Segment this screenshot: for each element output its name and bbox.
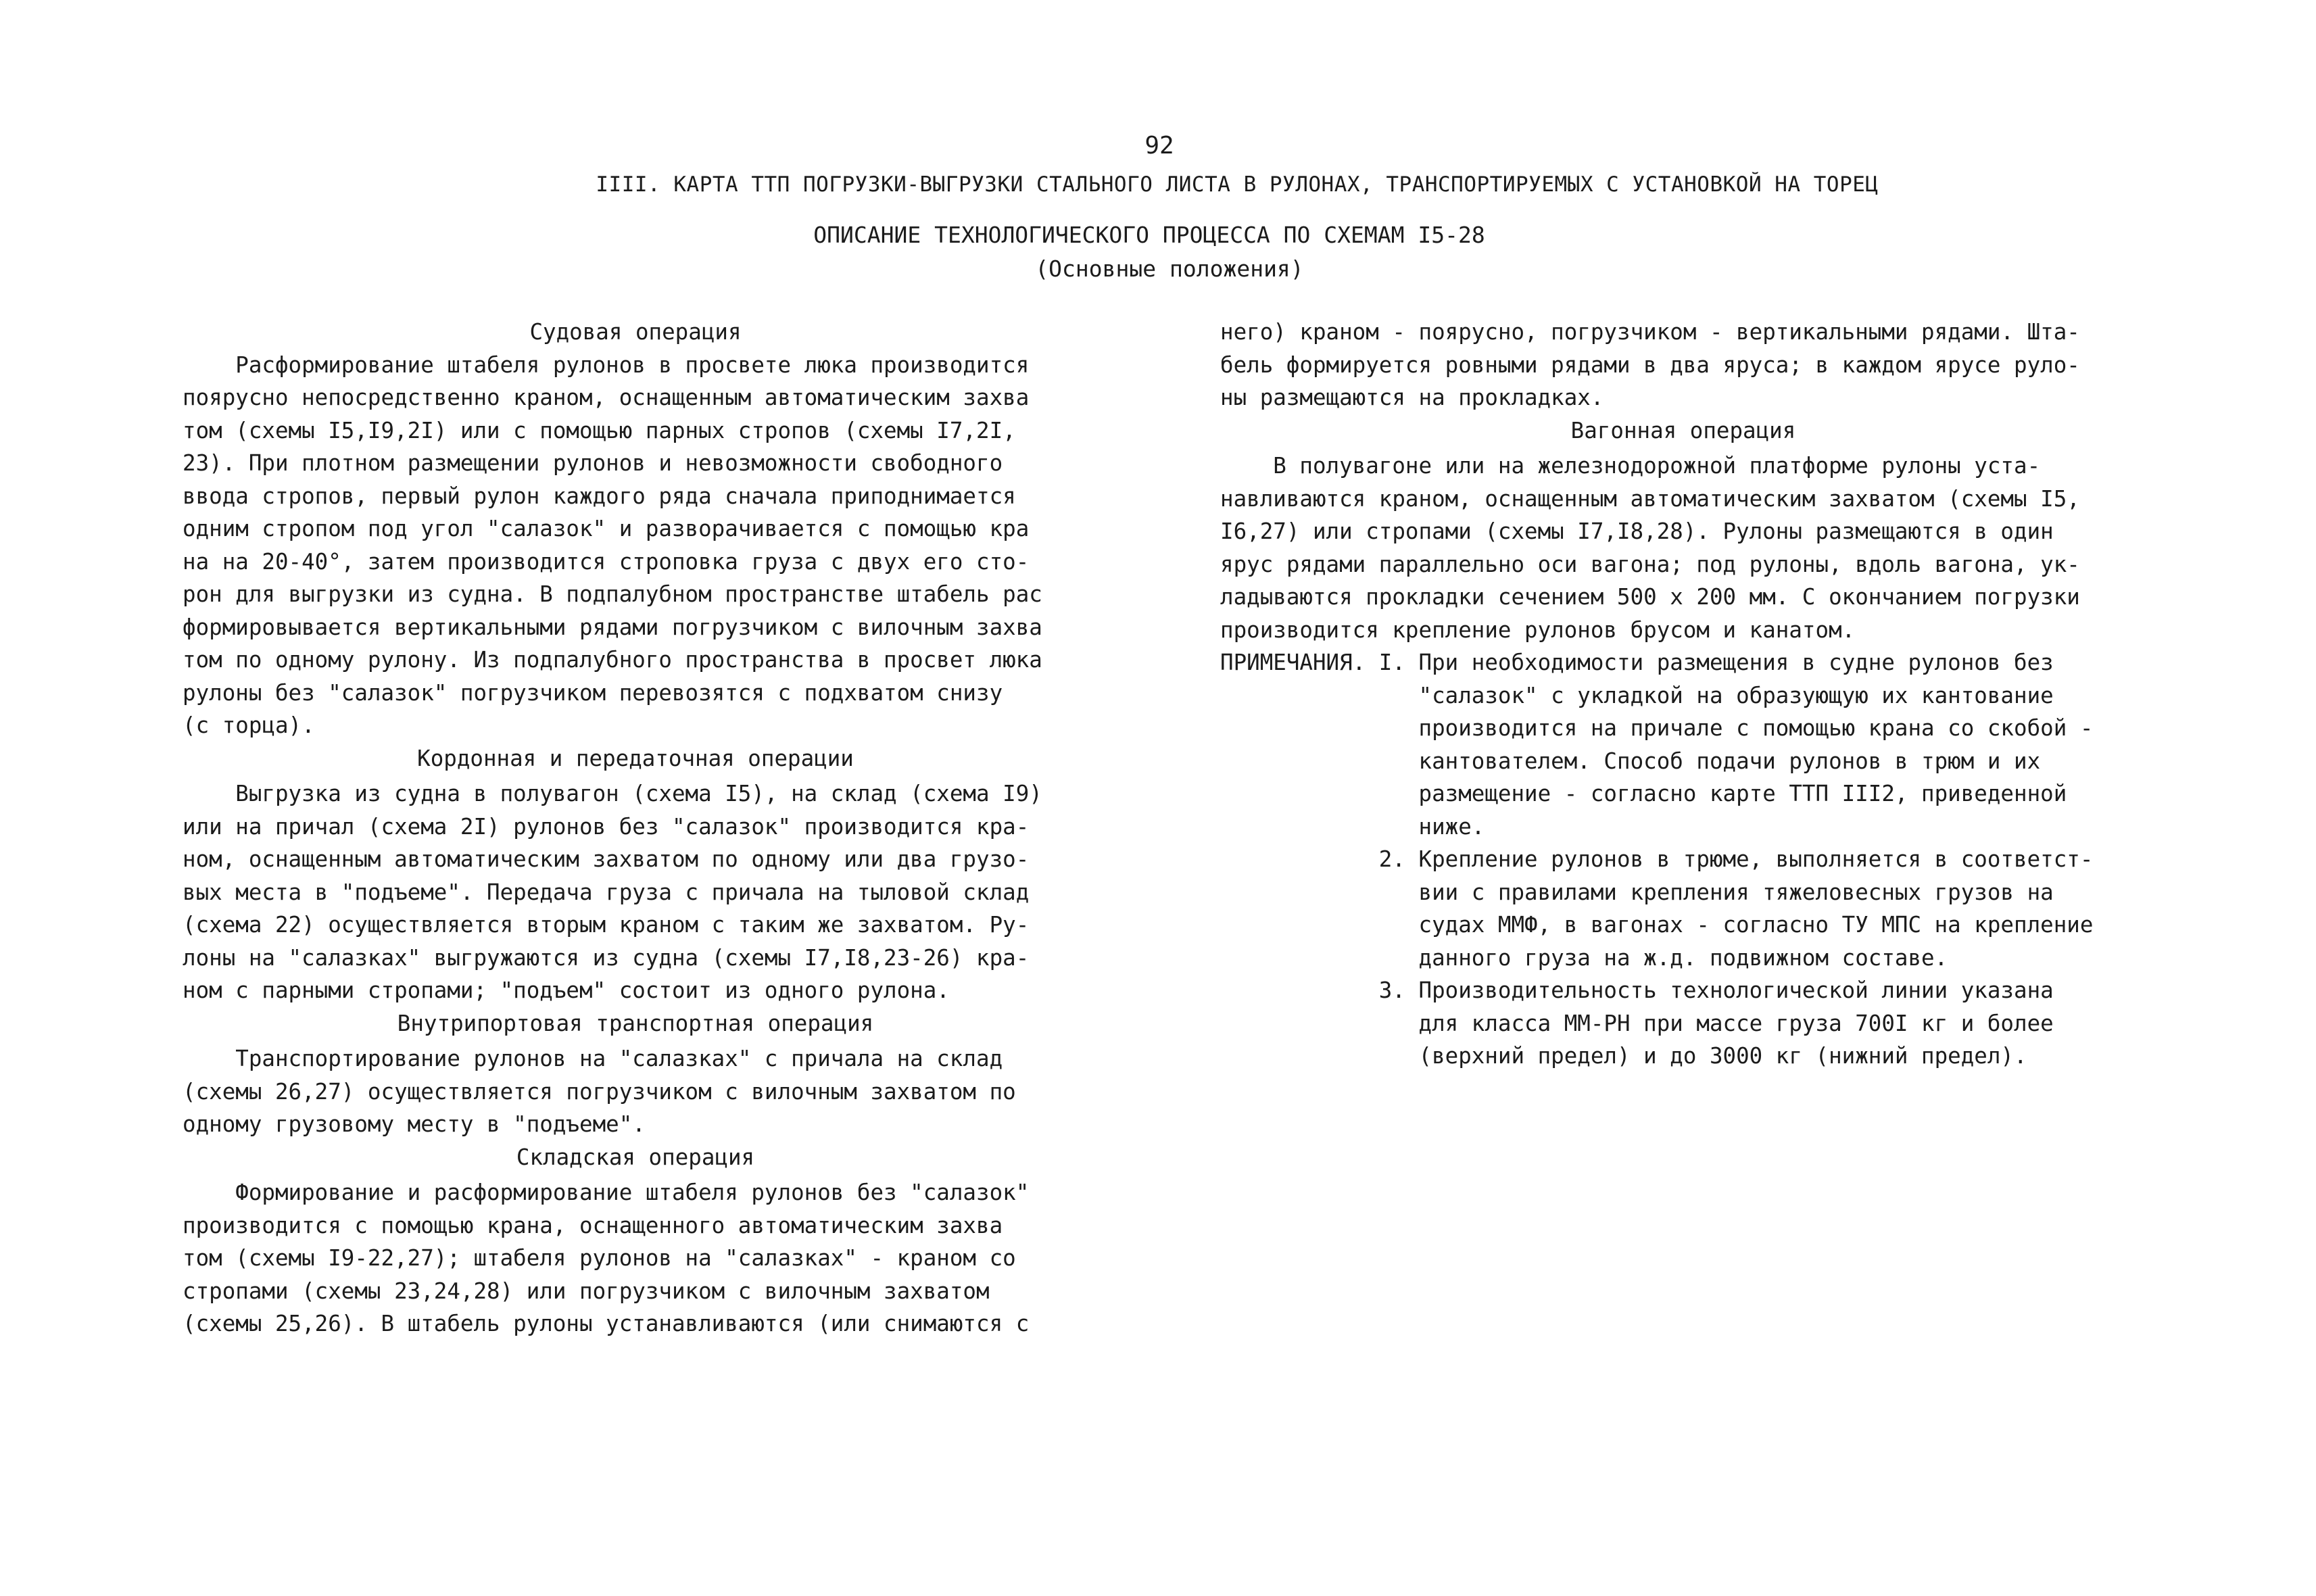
- paragraph-cordon: [183, 777, 1115, 1007]
- document-title: IIII. КАРТА ТТП ПОГРУЗКИ-ВЫГРУЗКИ СТАЛЬНОГО ЛИСТА В РУЛОНАХ, ТРАНСПОРТИРУЕМЫХ С УСТАНОВКОЙ НА ТОРЕЦ: [596, 172, 1879, 197]
- text-line: производится с помощью крана, оснащенного автоматическим захва: [183, 1212, 1003, 1238]
- paragraph-wagon: [1220, 450, 2167, 646]
- note-line: производится на причале с помощью крана со скобой -: [1220, 715, 2094, 741]
- paragraph-continuation: [1220, 316, 2167, 414]
- section-heading-cordon: Кордонная и передаточная операции: [417, 745, 854, 771]
- text-line: том (схемы I9-22,27); штабеля рулонов на "салазках" - краном со: [183, 1245, 1016, 1271]
- note-line: кантователем. Способ подачи рулонов в трюм и их: [1220, 748, 2041, 774]
- section-heading-wagon: Вагонная операция: [1570, 417, 1796, 443]
- text-line: ном, оснащенным автоматическим захватом по одному или два грузо-: [183, 846, 1030, 872]
- note-line: для класса ММ-РН при массе груза 700I кг и более: [1220, 1010, 2054, 1036]
- text-line: (с торца).: [183, 712, 315, 738]
- section-heading-warehouse: Складская операция: [516, 1144, 755, 1170]
- text-line: рулоны без "салазок" погрузчиком перевозятся с подхватом снизу: [183, 679, 1003, 706]
- paragraph-warehouse: [183, 1176, 1115, 1340]
- document-subtitle: ОПИСАНИЕ ТЕХНОЛОГИЧЕСКОГО ПРОЦЕССА ПО СХЕМАМ I5-28: [813, 222, 1485, 248]
- notes-block: [1220, 646, 2167, 1073]
- text-line: Выгрузка из судна в полувагон (схема I5), на склад (схема I9): [183, 781, 1042, 806]
- text-line: навливаются краном, оснащенным автоматическим захватом (схемы I5,: [1220, 485, 2080, 512]
- page-number: 92: [1144, 132, 1174, 160]
- text-line: вых места в "подъеме". Передача груза с причала на тыловой склад: [183, 879, 1030, 905]
- note-line: судах ММФ, в вагонах - согласно ТУ МПС на крепление: [1220, 912, 2094, 938]
- note-line: (верхний предел) и до 3000 кг (нижний предел).: [1220, 1043, 2027, 1069]
- note-line: "салазок" с укладкой на образующую их кантование: [1220, 682, 2054, 708]
- text-line: том по одному рулону. Из подпалубного пространства в просвет люка: [183, 647, 1042, 673]
- text-line: ны размещаются на прокладках.: [1220, 385, 1604, 410]
- text-line: ладываются прокладки сечением 500 х 200 мм. С окончанием погрузки: [1220, 584, 2080, 610]
- text-line: лоны на "салазках" выгружаются из судна (схемы I7,I8,23-26) кра-: [183, 944, 1030, 971]
- note-line: размещение - согласно карте ТТП III2, приведенной: [1220, 781, 2067, 806]
- note-line: ниже.: [1220, 813, 1485, 840]
- text-line: одним стропом под угол "салазок" и разворачивается с помощью кра: [183, 516, 1030, 541]
- note-line: 3. Производительность технологической линии указана: [1220, 977, 2054, 1003]
- text-line: Расформирование штабеля рулонов в просвете люка производится: [183, 352, 1030, 378]
- left-column: [183, 316, 1115, 1340]
- text-line: ярус рядами параллельно оси вагона; под рулоны, вдоль вагона, ук-: [1220, 551, 2080, 577]
- section-heading-inport: Внутрипортовая транспортная операция: [397, 1010, 874, 1036]
- note-line: вии с правилами крепления тяжеловесных грузов на: [1220, 879, 2054, 905]
- text-line: него) краном - поярусно, погрузчиком - вертикальными рядами. Шта-: [1220, 319, 2080, 345]
- text-line: формировывается вертикальными рядами погрузчиком с вилочным захва: [183, 614, 1042, 640]
- text-line: том (схемы I5,I9,2I) или с помощью парных стропов (схемы I7,2I,: [183, 417, 1016, 443]
- note-line: данного груза на ж.д. подвижном составе.: [1220, 944, 1948, 971]
- text-line: рон для выгрузки из судна. В подпалубном пространстве штабель рас: [183, 581, 1042, 607]
- text-line: одному грузовому месту в "подъеме".: [183, 1111, 646, 1137]
- text-line: (схемы 26,27) осуществляется погрузчиком с вилочным захватом по: [183, 1078, 1016, 1105]
- text-line: (схема 22) осуществляется вторым краном с таким же захватом. Ру-: [183, 912, 1030, 938]
- right-column: [1220, 316, 2167, 1073]
- text-line: В полувагоне или на железнодорожной платформе рулоны уста-: [1220, 453, 2041, 479]
- text-line: I6,27) или стропами (схемы I7,I8,28). Рулоны размещаются в один: [1220, 518, 2054, 544]
- text-line: ном с парными стропами; "подъем" состоит из одного рулона.: [183, 977, 950, 1003]
- text-line: производится крепление рулонов брусом и канатом.: [1220, 616, 1856, 643]
- text-line: поярусно непосредственно краном, оснащенным автоматическим захва: [183, 385, 1030, 410]
- text-line: на на 20-40°, затем производится строповка груза с двух его сто-: [183, 548, 1030, 575]
- note-line: ПРИМЕЧАНИЯ. I. При необходимости размещения в судне рулонов без: [1220, 650, 2054, 675]
- paragraph-inport: [183, 1042, 1115, 1141]
- text-line: Транспортирование рулонов на "салазках" с причала на склад: [183, 1046, 1003, 1071]
- text-line: 23). При плотном размещении рулонов и невозможности свободного: [183, 450, 1003, 476]
- text-line: стропами (схемы 23,24,28) или погрузчиком с вилочным захватом: [183, 1278, 990, 1304]
- text-line: ввода стропов, первый рулон каждого ряда сначала приподнимается: [183, 483, 1016, 509]
- paragraph-ship: [183, 349, 1115, 742]
- text-line: Формирование и расформирование штабеля рулонов без "салазок": [183, 1180, 1030, 1205]
- section-heading-ship: Судовая операция: [529, 319, 742, 345]
- text-line: (схемы 25,26). В штабель рулоны устанавливаются (или снимаются с: [183, 1311, 1030, 1336]
- text-line: или на причал (схема 2I) рулонов без "салазок" производится кра-: [183, 813, 1030, 840]
- text-line: бель формируется ровными рядами в два яруса; в каждом ярусе руло-: [1220, 352, 2080, 378]
- subtitle-note: (Основные положения): [1035, 256, 1304, 282]
- note-line: 2. Крепление рулонов в трюме, выполняется в соответст-: [1220, 846, 2094, 872]
